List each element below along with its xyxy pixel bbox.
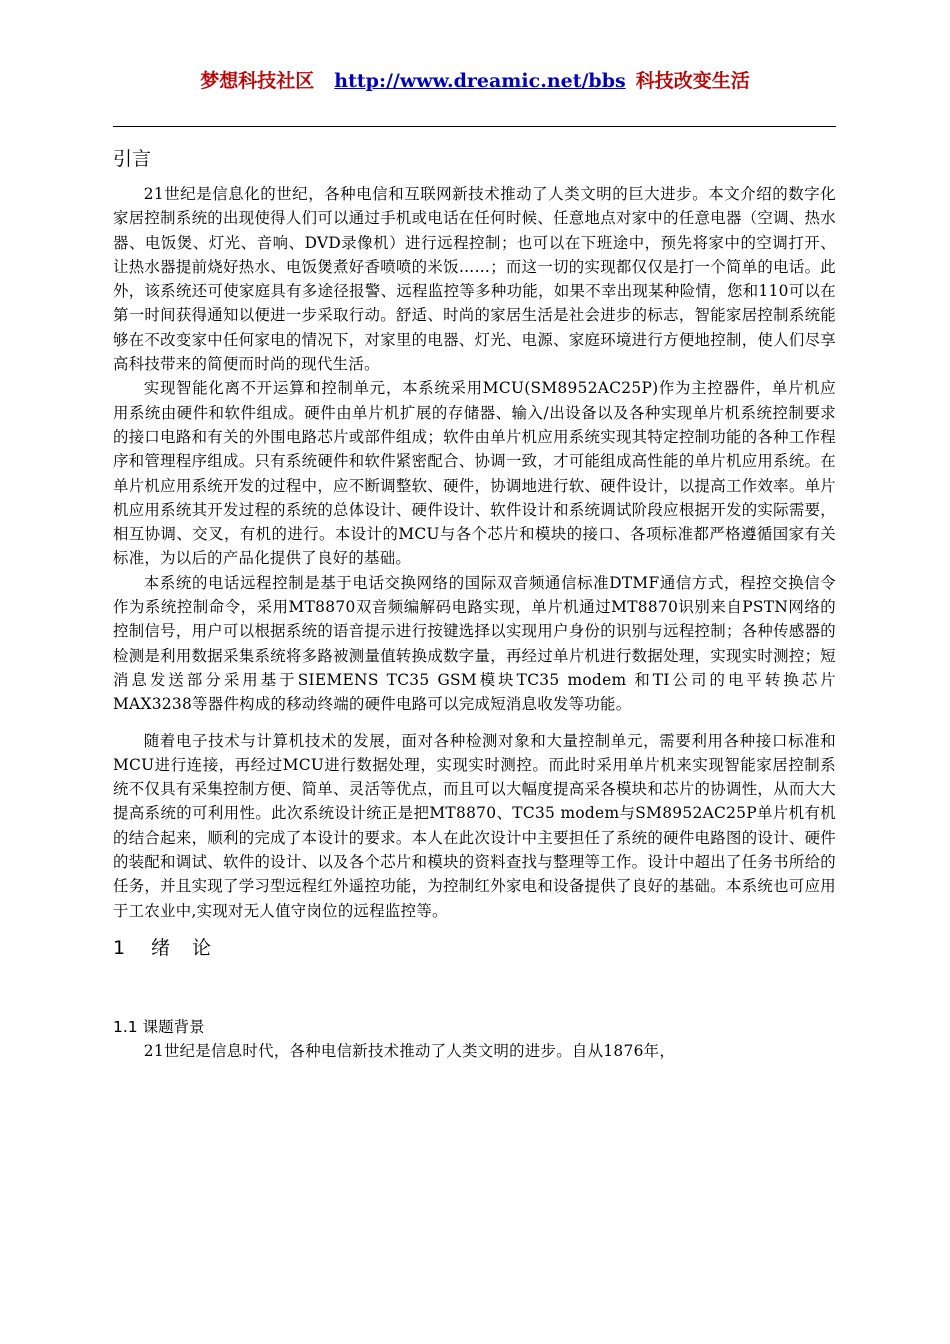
section-paragraph: 21世纪是信息时代，各种电信新技术推动了人类文明的进步。自从1876年， [143, 1041, 676, 1060]
page-header [0, 66, 950, 93]
intro-heading: 引言 [113, 148, 152, 170]
section-number: 1.1 [113, 1017, 138, 1036]
chapter-title: 绪 论 [151, 936, 220, 959]
intro-paragraph-3: 本系统的电话远程控制是基于电话交换网络的国际双音频通信标准DTMF通信方式，程控交换信令作为系统控制命令，采用MT8870双音频编解码电路实现，单片机通过MT8870识别来自PSTN网络的控制信号，用户可以根据系统的语音提示进行按键选择以实现用户身份的识别与远程控制；各种传感器的检测是利用数据采集系统将多路被测量值转换成数字量，再经过单片机进行数据处理，实现实时测控；短消息发送部分采用基于SIEMENS TC35 GSM模块TC35 modem 和TI公司的电平转换芯片MAX3238等器件构成的移动终端的硬件电路可以完成短消息收发等功能。 [113, 573, 836, 714]
chapter-heading [113, 933, 836, 963]
site-name: 梦想科技社区 [200, 70, 315, 92]
section-heading [113, 1015, 836, 1039]
document-body [113, 140, 836, 1063]
intro-paragraph-2: 实现智能化离不开运算和控制单元，本系统采用MCU(SM8952AC25P)作为主控器件，单片机应用系统由硬件和软件组成。硬件由单片机扩展的存储器、输入/出设备以及各种实现单片机系统控制要求的接口电路和有关的外围电路芯片或部件组成；软件由单片机应用系统实现其特定控制功能的各种工作程序和管理程序组成。只有系统硬件和软件紧密配合、协调一致，才可能组成高性能的单片机应用系统。在单片机应用系统开发的过程中，应不断调整软、硬件，协调地进行软、硬件设计，以提高工作效率。单片机应用系统其开发过程的系统的总体设计、硬件设计、软件设计和系统调试阶段应根据开发的实际需要，相互协调、交叉，有机的进行。本设计的MCU与各个芯片和模块的接口、各项标准都严格遵循国家有关标准，为以后的产品化提供了良好的基础。 [113, 379, 836, 568]
site-slogan: 科技改变生活 [635, 70, 750, 92]
section-title: 课题背景 [142, 1017, 205, 1036]
intro-paragraph-1: 21世纪是信息化的世纪，各种电信和互联网新技术推动了人类文明的巨大进步。本文介绍的数字化家居控制系统的出现使得人们可以通过手机或电话在任何时候、任意地点对家中的任意电器（空调、热水器、电饭煲、灯光、音响、DVD录像机）进行远程控制；也可以在下班途中，预先将家中的空调打开、让热水器提前烧好热水、电饭煲煮好香喷喷的米饭……；而这一切的实现都仅仅是打一个简单的电话。此外，该系统还可使家庭具有多途径报警、远程监控等多种功能，如果不幸出现某种险情，您和110可以在第一时间获得通知以便进一步采取行动。舒适、时尚的家居生活是社会进步的标志，智能家居控制系统能够在不改变家中任何家电的情况下，对家里的电器、灯光、电源、家庭环境进行方便地控制，使人们尽享高科技带来的简便而时尚的现代生活。 [113, 185, 836, 374]
site-url-link[interactable]: http://www.dreamic.net/bbs [334, 70, 626, 92]
header-divider [113, 126, 836, 127]
intro-paragraph-4: 随着电子技术与计算机技术的发展，面对各种检测对象和大量控制单元，需要利用各种接口标准和MCU进行连接，再经过MCU进行数据处理，实现实时测控。而此时采用单片机来实现智能家居控制系统不仅具有采集控制方便、简单、灵活等优点，而且可以大幅度提高采各模块和芯片的协调性，从而大大提高系统的可利用性。此次系统设计统正是把MT8870、TC35 modem与SM8952AC25P单片机有机的结合起来，顺利的完成了本设计的要求。本人在此次设计中主要担任了系统的硬件电路图的设计、硬件的装配和调试、软件的设计、以及各个芯片和模块的资料查找与整理等工作。设计中超出了任务书所给的任务，并且实现了学习型远程红外遥控功能，为控制红外家电和设备提供了良好的基础。本系统也可应用于工农业中,实现对无人值守岗位的远程监控等。 [113, 731, 836, 920]
chapter-number: 1 [113, 936, 126, 959]
